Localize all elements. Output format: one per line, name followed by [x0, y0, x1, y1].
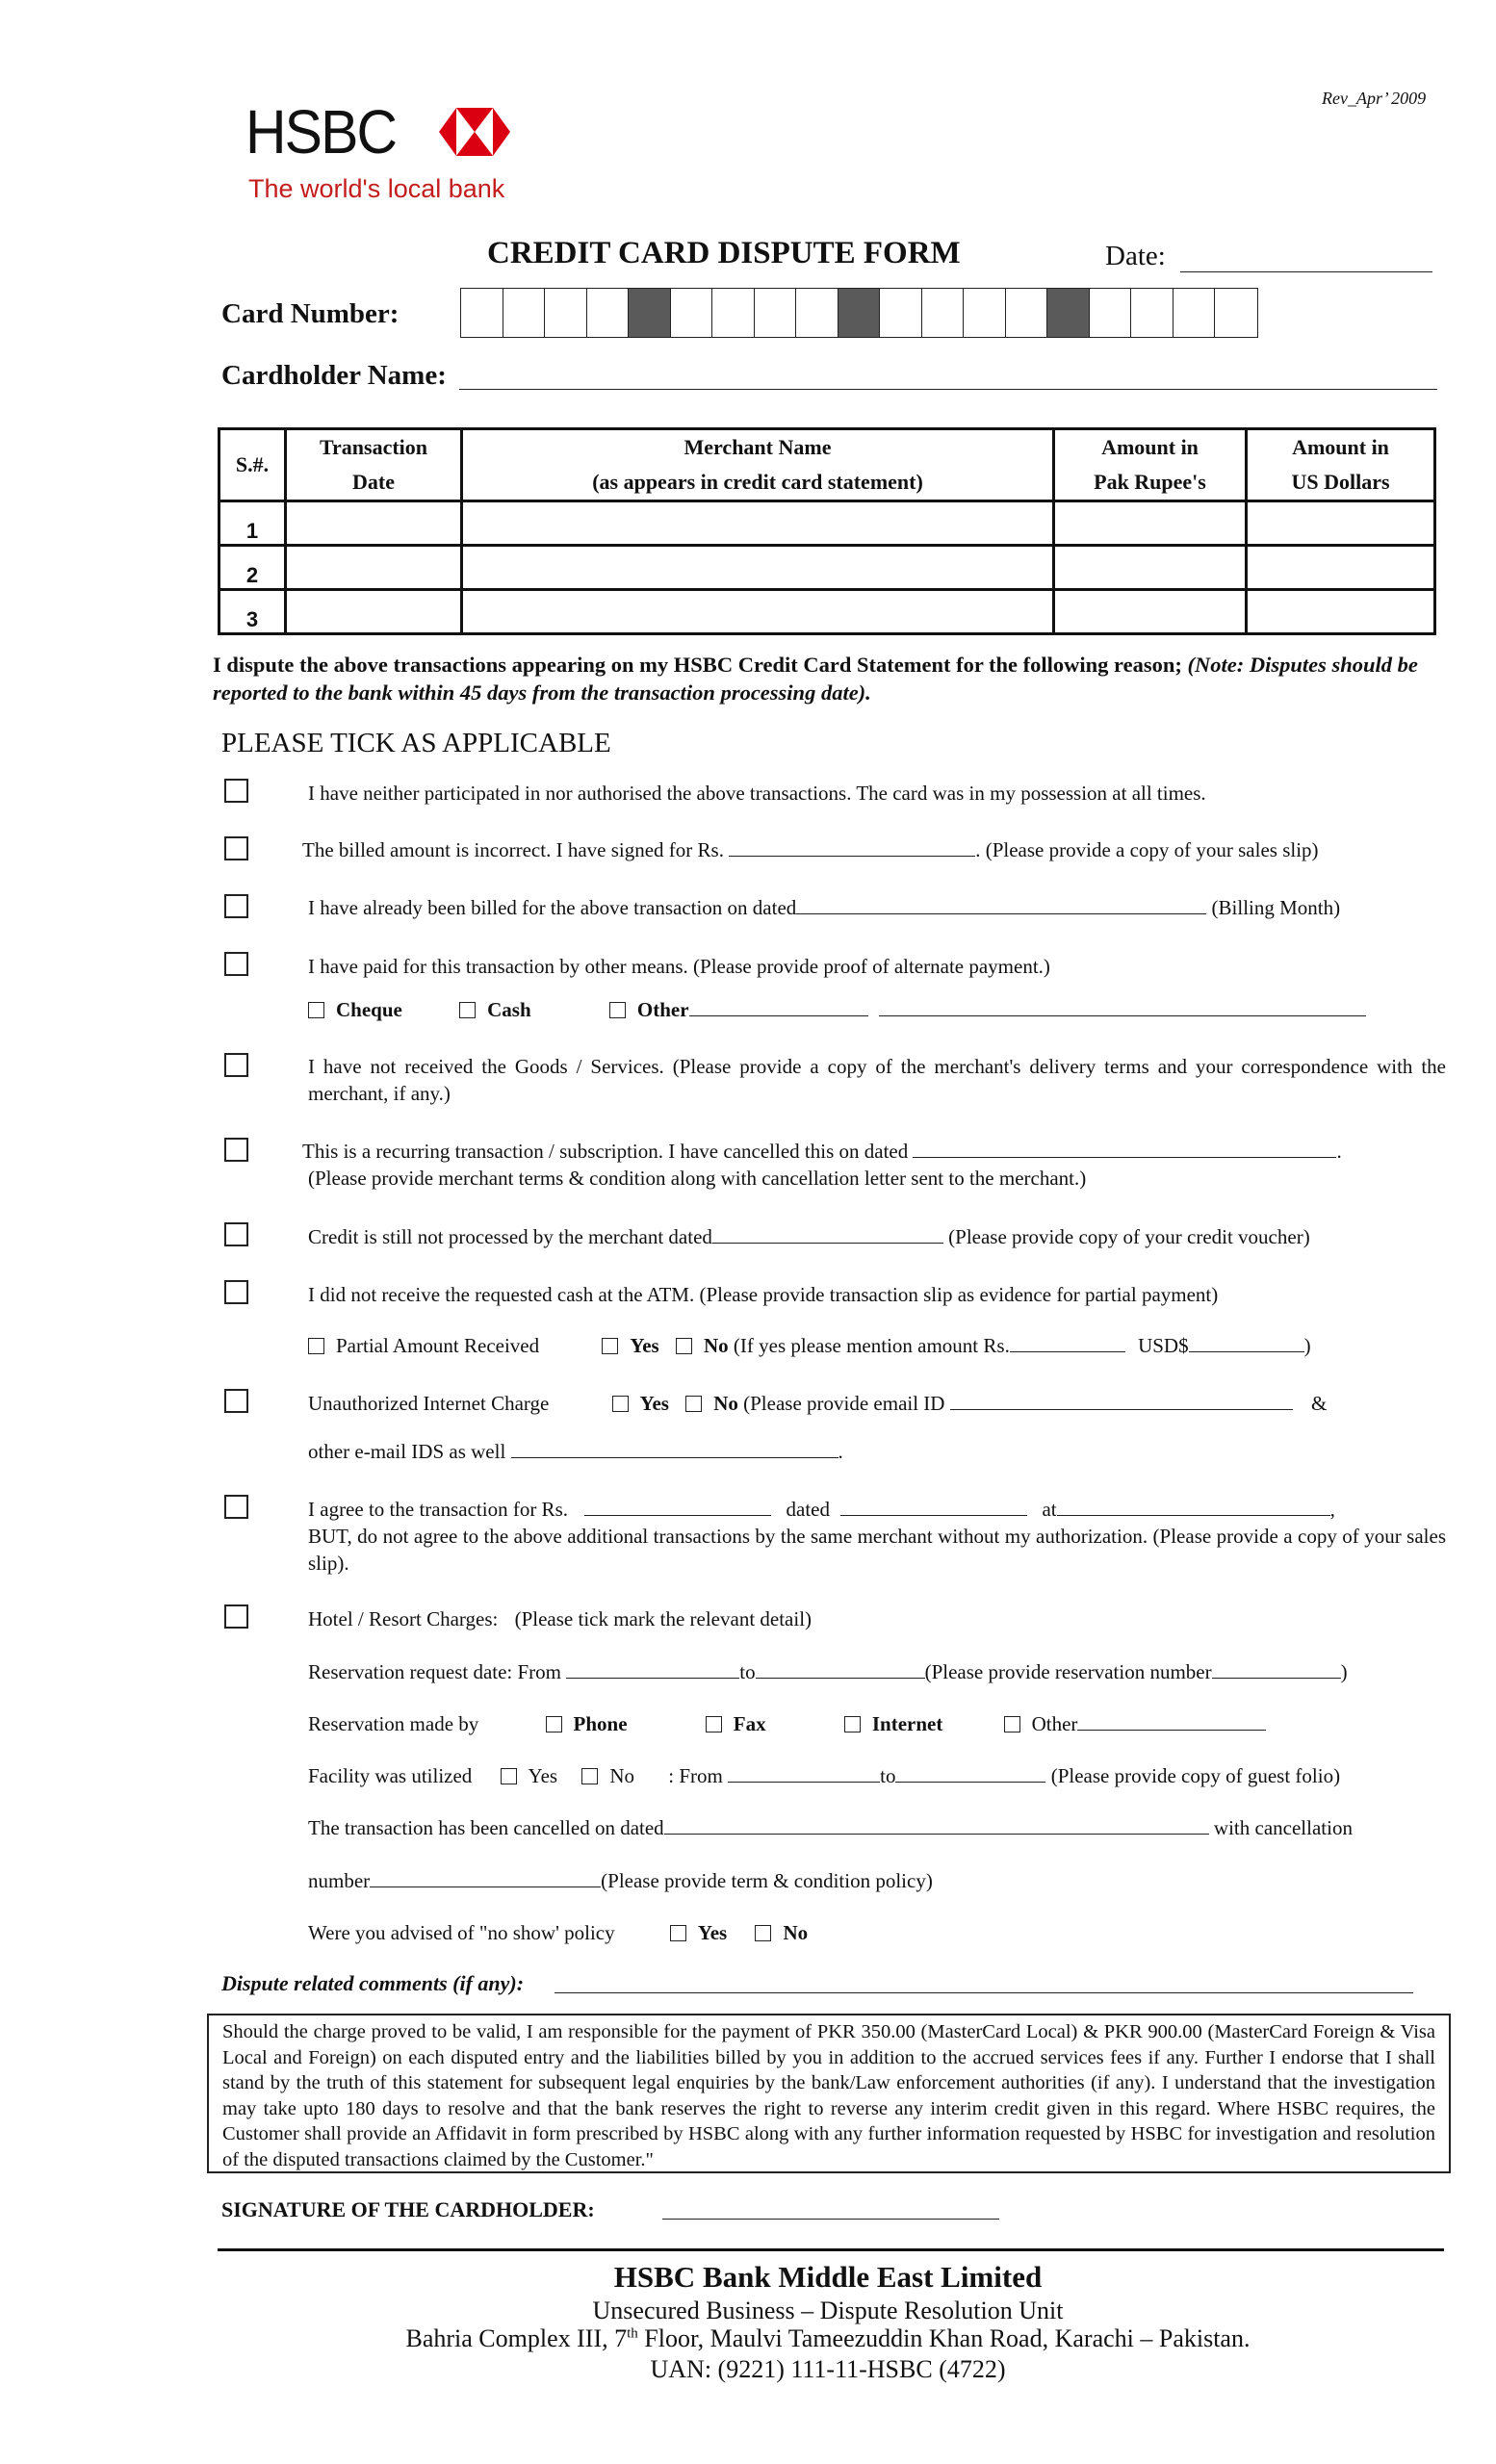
checkbox-fax[interactable] — [706, 1716, 722, 1732]
option-not-received: I have not received the Goods / Services. (Please provide a copy of the merchant's delivery terms and your correspondence with the merchant, if any.) — [308, 1055, 1446, 1105]
table-cell[interactable] — [1054, 590, 1247, 634]
checkbox-phone[interactable] — [546, 1716, 562, 1732]
other-payment-field[interactable] — [689, 996, 868, 1016]
checkbox-paid-other-means[interactable] — [224, 952, 248, 976]
billed-date-field[interactable] — [796, 894, 1206, 914]
reservation-made-row: Reservation made by Phone Fax Internet Other — [308, 1710, 1446, 1737]
cancellation-number-row: number (Please provide term & condition policy) — [308, 1869, 933, 1892]
cardholder-label: Cardholder Name: — [221, 360, 447, 391]
col-header-pkr: Amount in Pak Rupee's — [1054, 429, 1247, 501]
other-email-field[interactable] — [511, 1438, 838, 1458]
other-payment-field-2[interactable] — [879, 996, 1366, 1016]
footer-divider — [218, 2248, 1444, 2251]
checkbox-hotel-charges[interactable] — [224, 1604, 248, 1629]
option-atm-cash: I did not receive the requested cash at the ATM. (Please provide transaction slip as evidence for partial payment) — [308, 1283, 1219, 1306]
option-internet-other-email: other e-mail IDS as well . — [308, 1440, 843, 1463]
checkbox-agree-transaction[interactable] — [224, 1495, 248, 1519]
checkbox-facility-no[interactable] — [581, 1768, 598, 1784]
cancelled-date-field[interactable] — [913, 1138, 1336, 1158]
table-cell[interactable] — [1054, 501, 1247, 546]
checkbox-internet-no[interactable] — [685, 1396, 702, 1412]
checkbox-partial-yes[interactable] — [602, 1338, 618, 1354]
option-not-authorised: I have neither participated in nor authorised the above transactions. The card was in my possession at all times. — [308, 782, 1206, 805]
row-number: 1 — [219, 501, 286, 546]
liability-note: Should the charge proved to be valid, I am responsible for the payment of PKR 350.00 (MasterCard Local) & PKR 900.00 (MasterCard Foreign & Visa Local and Foreign) on each disputed entry and the liabilities billed by you in addition to the accrued services fees if any. Further I endorse that I shall stand by the truth of this statement for subsequent legal enquiries by the bank/Law enforcement authorities (if any). I understand that the investigation may take upto 180 days to resolve and that the bank reserves the right to reverse any interim credit given in this regard. Where HSBC requires, the Customer shall provide an Affidavit in form prescribed by HSBC along with any further information requested by HSBC for investigation and resolution of the disputed transactions claimed by the Customer." — [207, 2014, 1451, 2173]
checkbox-internet-yes[interactable] — [612, 1396, 629, 1412]
col-header-usd: Amount in US Dollars — [1247, 429, 1435, 501]
checkbox-internet[interactable] — [844, 1716, 861, 1732]
checkbox-recurring[interactable] — [224, 1138, 248, 1162]
transactions-table — [218, 427, 1436, 635]
checkbox-cash[interactable] — [459, 1002, 476, 1018]
footer-uan: UAN: (9221) 111-11-HSBC (4722) — [650, 2355, 1006, 2383]
partial-rs-field[interactable] — [1010, 1332, 1125, 1352]
cancellation-number-field[interactable] — [370, 1867, 601, 1887]
option-agree-transaction: I agree to the transaction for Rs. dated at , — [308, 1498, 1335, 1521]
row-number: 3 — [219, 590, 286, 634]
facility-from-field[interactable] — [728, 1762, 880, 1783]
option-credit-not-processed: Credit is still not processed by the merchant dated (Please provide copy of your credit voucher) — [308, 1225, 1310, 1248]
credit-date-field[interactable] — [712, 1223, 943, 1244]
date-label: Date: — [1105, 241, 1166, 271]
checkbox-facility-yes[interactable] — [501, 1768, 517, 1784]
agree-date-field[interactable] — [840, 1496, 1027, 1516]
reservation-number-field[interactable] — [1212, 1658, 1341, 1679]
checkbox-credit-not-processed[interactable] — [224, 1222, 248, 1246]
payment-method-row: Cheque Cash Other — [308, 996, 1446, 1023]
table-cell[interactable] — [286, 501, 462, 546]
option-recurring: This is a recurring transaction / subscription. I have cancelled this on dated . — [302, 1140, 1342, 1163]
form-title: CREDIT CARD DISPUTE FORM — [487, 236, 961, 270]
partial-usd-field[interactable] — [1189, 1332, 1304, 1352]
facility-row: Facility was utilized Yes No : From to (Please provide copy of guest folio) — [308, 1764, 1341, 1787]
reservation-to-field[interactable] — [756, 1658, 925, 1679]
table-cell[interactable] — [1247, 501, 1435, 546]
card-number-grid[interactable] — [460, 288, 1258, 338]
noshow-row: Were you advised of "no show' policy Yes No — [308, 1921, 809, 1944]
email-id-field[interactable] — [950, 1390, 1293, 1410]
comments-label: Dispute related comments (if any): — [221, 1971, 525, 1995]
table-row — [219, 590, 1435, 634]
checkbox-partial-amount[interactable] — [308, 1338, 324, 1354]
revision-label: Rev_Apr’ 2009 — [1322, 89, 1427, 108]
option-incorrect-amount: The billed amount is incorrect. I have signed for Rs. . (Please provide a copy of your sales slip) — [302, 838, 1319, 861]
checkbox-noshow-yes[interactable] — [670, 1925, 686, 1941]
checkbox-already-billed[interactable] — [224, 894, 248, 918]
option-agree-note: BUT, do not agree to the above additional transactions by the same merchant without my authorization. (Please provide a copy of your sales slip). — [308, 1525, 1446, 1575]
reservation-date-row: Reservation request date: From to (Please provide reservation number ) — [308, 1660, 1348, 1683]
option-hotel-charges: Hotel / Resort Charges: (Please tick mark the relevant detail) — [308, 1607, 812, 1630]
option-recurring-note: (Please provide merchant terms & condition along with cancellation letter sent to the merchant.) — [308, 1167, 1087, 1190]
col-header-date: Transaction Date — [286, 429, 462, 501]
signed-amount-field[interactable] — [729, 836, 975, 857]
footer-address: Bahria Complex III, 7th Floor, Maulvi Tameezuddin Khan Road, Karachi – Pakistan. — [405, 2324, 1251, 2352]
option-paid-other-means: I have paid for this transaction by other means. (Please provide proof of alternate payment.) — [308, 955, 1050, 978]
partial-amount-row: Partial Amount Received Yes No (If yes please mention amount Rs. USD$ ) — [308, 1332, 1446, 1359]
cardholder-name-field[interactable] — [459, 389, 1437, 390]
logo-tagline: The world's local bank — [248, 174, 505, 203]
hsbc-hexagon-icon — [439, 108, 510, 156]
checkbox-internet-charge[interactable] — [224, 1389, 248, 1413]
checkbox-not-authorised[interactable] — [224, 779, 248, 803]
comments-field[interactable] — [555, 1992, 1413, 1993]
table-cell[interactable] — [462, 590, 1054, 634]
col-header-sno: S.#. — [219, 429, 286, 501]
footer-unit: Unsecured Business – Dispute Resolution Unit — [592, 2297, 1064, 2324]
table-cell[interactable] — [462, 546, 1054, 590]
cancelled-on-field[interactable] — [664, 1814, 1209, 1835]
signature-label: SIGNATURE OF THE CARDHOLDER: — [221, 2197, 595, 2221]
facility-to-field[interactable] — [895, 1762, 1045, 1783]
table-row — [219, 546, 1435, 590]
date-field[interactable] — [1180, 271, 1432, 272]
footer-bank-name: HSBC Bank Middle East Limited — [613, 2260, 1043, 2294]
table-cell[interactable] — [1247, 546, 1435, 590]
table-row — [219, 501, 1435, 546]
checkbox-atm-cash[interactable] — [224, 1280, 248, 1304]
tick-header: PLEASE TICK AS APPLICABLE — [221, 728, 611, 758]
option-already-billed: I have already been billed for the above transaction on dated (Billing Month) — [308, 896, 1341, 919]
cancelled-row: The transaction has been cancelled on dated with cancellation — [308, 1816, 1353, 1839]
logo-brand: HSBC — [245, 97, 397, 167]
other-reservation-field[interactable] — [1077, 1710, 1266, 1731]
table-cell[interactable] — [1247, 590, 1435, 634]
reservation-from-field[interactable] — [566, 1658, 739, 1679]
dispute-note: (Note: Disputes should be reported to the bank within 45 days from the transaction processing date). — [213, 653, 1418, 705]
agree-location-field[interactable] — [1057, 1496, 1330, 1516]
table-cell[interactable] — [286, 546, 462, 590]
table-cell[interactable] — [1054, 546, 1247, 590]
table-cell[interactable] — [462, 501, 1054, 546]
dispute-statement: I dispute the above transactions appearing on my HSBC Credit Card Statement for the following reason; (Note: Disputes should be reported to the bank within 45 days from the transaction processing date). — [213, 653, 1418, 705]
checkbox-incorrect-amount[interactable] — [224, 836, 248, 860]
table-cell[interactable] — [286, 590, 462, 634]
checkbox-other-payment[interactable] — [609, 1002, 626, 1018]
checkbox-noshow-no[interactable] — [755, 1925, 771, 1941]
option-internet-charge: Unauthorized Internet Charge Yes No (Please provide email ID & — [308, 1392, 1328, 1415]
checkbox-partial-no[interactable] — [676, 1338, 692, 1354]
checkbox-other-reservation[interactable] — [1004, 1716, 1020, 1732]
agree-amount-field[interactable] — [584, 1496, 771, 1516]
signature-field[interactable] — [662, 2219, 999, 2220]
checkbox-not-received[interactable] — [224, 1053, 248, 1077]
checkbox-cheque[interactable] — [308, 1002, 324, 1018]
row-number: 2 — [219, 546, 286, 590]
col-header-merchant: Merchant Name (as appears in credit card statement) — [462, 429, 1054, 501]
card-number-label: Card Number: — [221, 298, 400, 329]
